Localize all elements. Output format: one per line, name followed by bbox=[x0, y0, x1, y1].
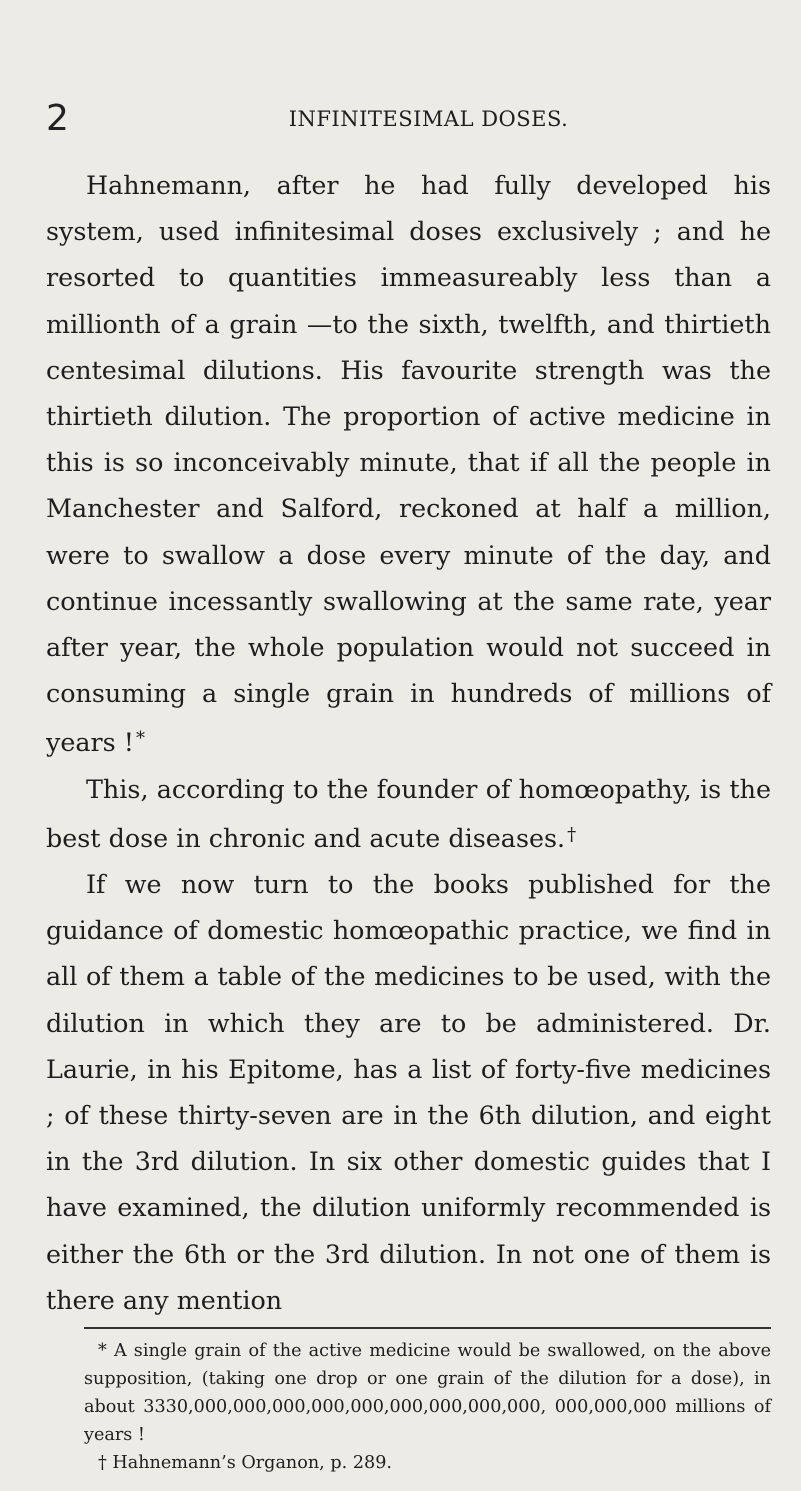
paragraph-3-text: If we now turn to the books published for the guidance of domestic homœopathic practice, we find in all of them a table of the medicines to be used, with the dilution in which they are to be administered. Dr. Laurie, in his Epitome, has a list of forty-five medicines ; of these thirty-seven are in the 6th dilution, and eight in the 3rd dilution. In six other domestic guides that I have examined, the dilution uniformly recommended is either the 6th or the 3rd dilution. In not one of them is there any mention bbox=[46, 869, 771, 1315]
footnote-mark-asterisk: * bbox=[135, 728, 145, 750]
paragraph-1 bbox=[46, 162, 771, 766]
footnote-rule bbox=[84, 1327, 771, 1329]
running-head: INFINITESIMAL DOSES. bbox=[288, 107, 569, 131]
paragraph-3 bbox=[46, 861, 771, 1323]
paragraph-2-text: This, according to the founder of homœopathy, is the best dose in chronic and acute diseases. bbox=[46, 773, 771, 853]
paragraph-2 bbox=[46, 766, 771, 861]
body-text bbox=[46, 162, 771, 1323]
page-number: 2 bbox=[46, 98, 69, 139]
footnote-mark-dagger: † bbox=[567, 823, 577, 845]
paragraph-1-text: Hahnemann, after he had fully developed his system, used infinitesimal doses exclusively ; and he resorted to quantities immeasureably less than a millionth of a grain —to the sixth, twelfth, and thirtieth centesimal dilutions. His favourite strength was the thirtieth dilution. The proportion of active medicine in this is so inconceivably minute, that if all the people in Manchester and Salford, reckoned at half a million, were to swallow a dose every minute of the day, and continue incessantly swallowing at the same rate, year after year, the whole population would not succeed in consuming a single grain in hundreds of millions of years ! bbox=[46, 170, 771, 758]
footnote-2: † Hahnemann’s Organon, p. 289. bbox=[98, 1453, 392, 1474]
footnotes bbox=[46, 1337, 771, 1477]
page-header bbox=[46, 96, 771, 142]
book-page bbox=[0, 96, 801, 1491]
footnote-1: * A single grain of the active medicine would be swallowed, on the above supposition, (taking one drop or one grain of the dilution for a dose), in about 3330,000,000,000,000,000,000,000,000,000, 000,000,000 millions of years ! bbox=[84, 1341, 771, 1446]
